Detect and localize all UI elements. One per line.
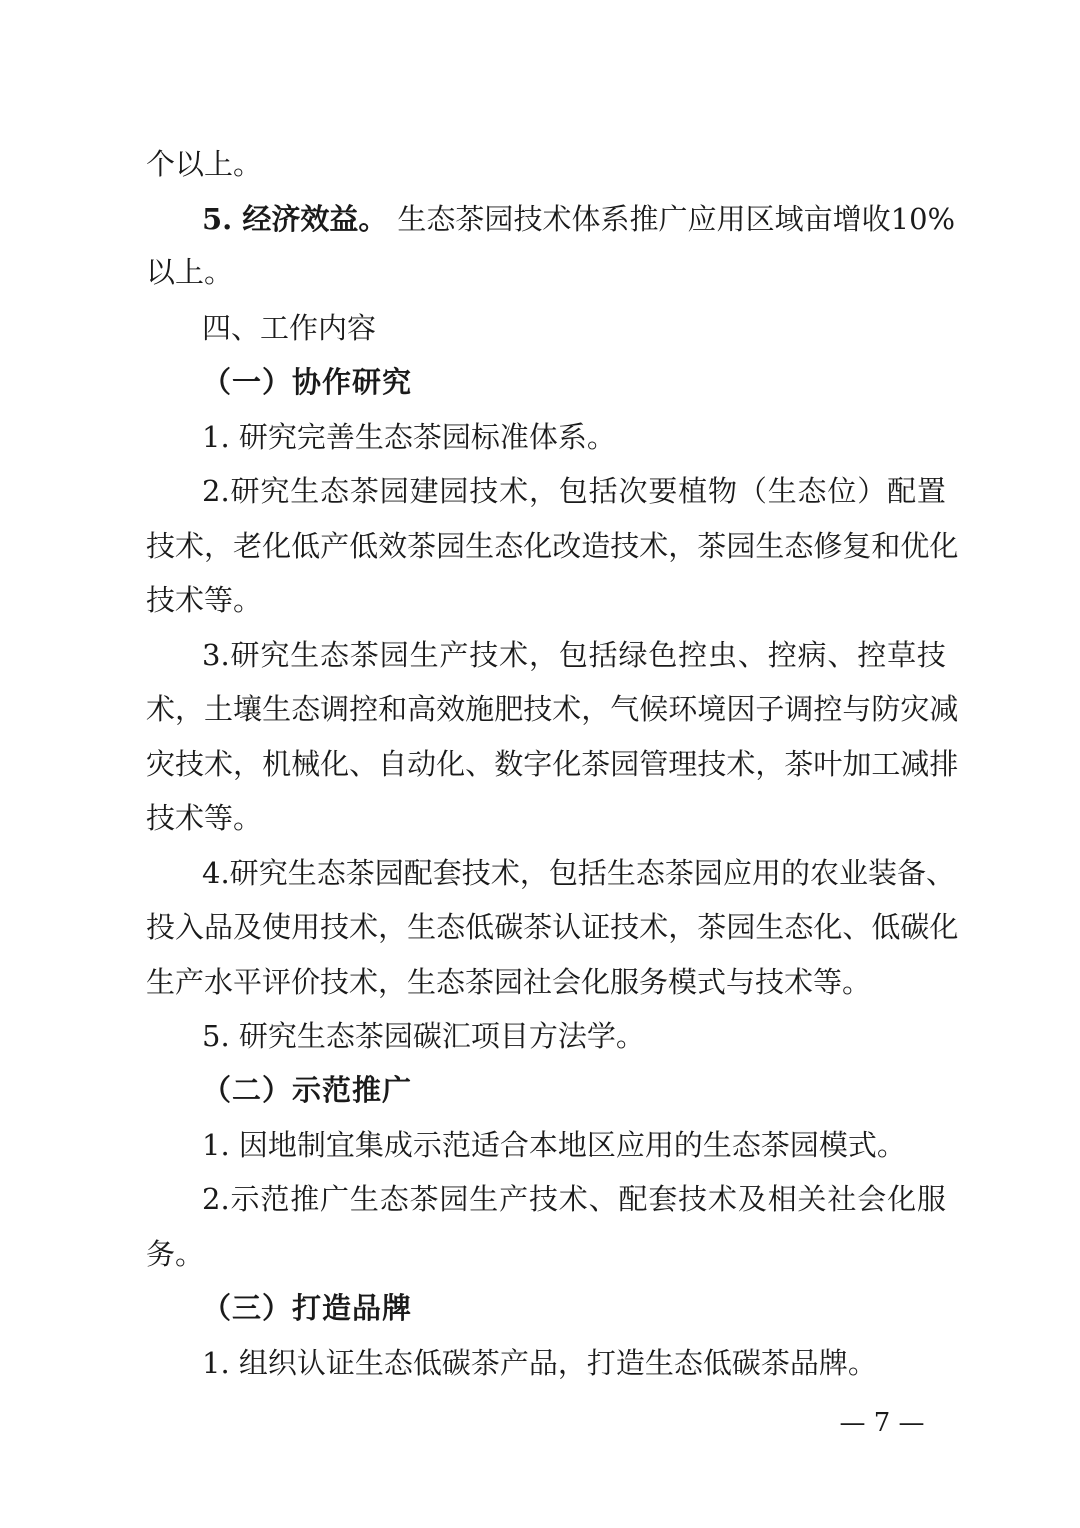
glyph: 茶 (697, 910, 727, 944)
glyph: 术 (552, 692, 582, 726)
glyph: 产 (439, 638, 469, 672)
glyph: 及 (737, 1182, 767, 1216)
glyph: 械 (291, 747, 321, 781)
glyph: 配 (887, 474, 917, 508)
glyph: 园 (610, 747, 640, 781)
sub-heading: （一）协作研究 (202, 365, 413, 399)
glyph: 要 (648, 474, 678, 508)
glyph: 究 (260, 474, 290, 508)
glyph: 效 (378, 529, 408, 563)
glyph: 广 (320, 1182, 350, 1216)
glyph: 位 (827, 474, 857, 508)
glyph: 生 (606, 856, 636, 890)
glyph: 研 (230, 474, 260, 508)
glyph: 优 (900, 529, 930, 563)
paragraph-line: 务。 (146, 1237, 205, 1271)
glyph: ） (857, 474, 887, 508)
glyph: 茶 (523, 910, 553, 944)
glyph: 生 (262, 692, 292, 726)
glyph: 茶 (784, 747, 814, 781)
glyph: 配 (403, 856, 433, 890)
glyph: 关 (797, 1182, 827, 1216)
glyph: 体 (571, 202, 601, 236)
glyph: 生 (755, 529, 785, 563)
glyph: 推 (290, 1182, 320, 1216)
glyph: 区 (745, 202, 775, 236)
glyph: 术 (349, 910, 379, 944)
glyph: 控 (678, 638, 708, 672)
glyph: 产 (320, 529, 350, 563)
glyph: 、 (827, 638, 857, 672)
glyph: 建 (409, 474, 439, 508)
glyph: 农 (809, 856, 839, 890)
glyph: 境 (697, 692, 727, 726)
glyph: 生 (465, 529, 495, 563)
glyph: 10% (890, 202, 956, 236)
glyph: 、 (737, 638, 767, 672)
glyph: 术 (558, 1182, 588, 1216)
glyph: 备 (897, 856, 927, 890)
glyph: 和 (378, 692, 408, 726)
paragraph-line (202, 464, 946, 518)
paragraph-line (202, 192, 956, 246)
glyph: 技 (678, 1182, 708, 1216)
glyph: 化 (320, 747, 350, 781)
glyph: 减 (929, 692, 959, 726)
glyph: 候 (639, 692, 669, 726)
glyph: 化 (813, 910, 843, 944)
glyph: 技 (175, 747, 205, 781)
glyph: 会 (857, 1182, 887, 1216)
paragraph-line: 技术等。 (146, 801, 263, 835)
glyph: 效 (436, 692, 466, 726)
glyph: 术 (146, 692, 176, 726)
glyph: 生 (290, 474, 320, 508)
glyph: 绿 (618, 638, 648, 672)
glyph: 态 (784, 910, 814, 944)
glyph: 态 (635, 856, 665, 890)
glyph: 植 (678, 474, 708, 508)
glyph: ， (378, 910, 408, 944)
paragraph-line (202, 846, 956, 900)
glyph: 复 (842, 529, 872, 563)
glyph: 控 (813, 692, 843, 726)
glyph: ， (668, 910, 698, 944)
glyph: 园 (439, 1182, 469, 1216)
glyph: 、 (588, 1182, 618, 1216)
glyph: 动 (407, 747, 437, 781)
paragraph-line: 生产水平评价技术，生态茶园社会化服务模式与技术等。 (146, 965, 872, 999)
glyph: 技 (320, 910, 350, 944)
glyph: 低 (291, 529, 321, 563)
paragraph-line (146, 900, 959, 954)
glyph: 生 (469, 1182, 499, 1216)
glyph: 草 (887, 638, 917, 672)
glyph: 茶 (697, 529, 727, 563)
glyph: 技 (469, 474, 499, 508)
glyph: 园 (726, 910, 756, 944)
glyph: 壤 (233, 692, 263, 726)
glyph: 用 (751, 856, 781, 890)
glyph: 括 (577, 856, 607, 890)
paragraph-line: 1. 因地制宜集成示范适合本地区应用的生态茶园模式。 (202, 1128, 906, 1162)
glyph: 术 (542, 202, 572, 236)
glyph: 化 (262, 529, 292, 563)
glyph: 业 (839, 856, 869, 890)
glyph: 态 (291, 692, 321, 726)
glyph: 字 (523, 747, 553, 781)
glyph: 应 (687, 202, 717, 236)
glyph: 用 (291, 910, 321, 944)
glyph: ， (233, 747, 263, 781)
glyph: 广 (658, 202, 688, 236)
glyph: 配 (618, 1182, 648, 1216)
glyph: 术 (175, 529, 205, 563)
paragraph-line: 1. 组织认证生态低碳茶产品，打造生态低碳茶品牌。 (202, 1346, 877, 1380)
glyph: 园 (374, 856, 404, 890)
paragraph-line (202, 1172, 946, 1226)
glyph: 套 (648, 1182, 678, 1216)
glyph: 化 (552, 747, 582, 781)
glyph: ， (581, 692, 611, 726)
glyph: 因 (726, 692, 756, 726)
glyph: 环 (668, 692, 698, 726)
glyph: 机 (262, 747, 292, 781)
glyph: 园 (436, 529, 466, 563)
glyph: 术 (639, 529, 669, 563)
glyph: 修 (813, 529, 843, 563)
glyph: 管 (639, 747, 669, 781)
glyph: 技 (146, 529, 176, 563)
glyph: ， (519, 856, 549, 890)
glyph: 化 (523, 529, 553, 563)
glyph: 包 (548, 856, 578, 890)
glyph: 2. (202, 1182, 230, 1216)
glyph: 术 (499, 638, 529, 672)
glyph: 叶 (813, 747, 843, 781)
glyph: 气 (610, 692, 640, 726)
glyph: 生 (755, 910, 785, 944)
glyph: 术 (726, 747, 756, 781)
glyph: 证 (581, 910, 611, 944)
paragraph-line (146, 737, 959, 791)
glyph: 园 (439, 474, 469, 508)
glyph: 认 (552, 910, 582, 944)
glyph: 态 (379, 1182, 409, 1216)
glyph: 技 (610, 910, 640, 944)
glyph: ， (755, 747, 785, 781)
bold-lead-text: 5. 经济效益。 (202, 202, 388, 236)
glyph: 术 (490, 856, 520, 890)
paragraph-line (146, 682, 959, 736)
glyph: 系 (600, 202, 630, 236)
glyph: 和 (871, 529, 901, 563)
glyph: ， (668, 529, 698, 563)
glyph: 包 (558, 474, 588, 508)
glyph: 、 (349, 747, 379, 781)
glyph: 施 (465, 692, 495, 726)
glyph: 控 (767, 638, 797, 672)
glyph: 态 (494, 529, 524, 563)
glyph: 老 (233, 529, 263, 563)
glyph: 茶 (581, 747, 611, 781)
glyph: 增 (832, 202, 862, 236)
glyph: 生 (397, 202, 427, 236)
glyph: 、 (842, 910, 872, 944)
glyph: 次 (618, 474, 648, 508)
glyph: ， (175, 692, 205, 726)
glyph: 包 (558, 638, 588, 672)
paragraph-line (202, 628, 946, 682)
glyph: 园 (693, 856, 723, 890)
glyph: 示 (230, 1182, 260, 1216)
glyph: 服 (916, 1182, 946, 1216)
glyph: 高 (407, 692, 437, 726)
glyph: 、 (926, 856, 956, 890)
glyph: 与 (842, 692, 872, 726)
glyph: 园 (379, 474, 409, 508)
glyph: 低 (465, 910, 495, 944)
glyph: 排 (929, 747, 959, 781)
glyph: 生 (349, 1182, 379, 1216)
glyph: 投 (146, 910, 176, 944)
glyph: 子 (755, 692, 785, 726)
glyph: 造 (581, 529, 611, 563)
glyph: 套 (432, 856, 462, 890)
glyph: 土 (204, 692, 234, 726)
sub-heading: （三）打造品牌 (202, 1291, 413, 1325)
glyph: 域 (774, 202, 804, 236)
glyph: 研 (230, 638, 260, 672)
glyph: 使 (262, 910, 292, 944)
glyph: 品 (204, 910, 234, 944)
line-text (397, 192, 955, 246)
glyph: 态 (436, 910, 466, 944)
glyph: （ (737, 474, 767, 508)
glyph: 病 (797, 638, 827, 672)
glyph: 化 (887, 1182, 917, 1216)
glyph: 技 (610, 529, 640, 563)
glyph: 自 (378, 747, 408, 781)
glyph: 括 (588, 638, 618, 672)
glyph: 技 (469, 638, 499, 672)
glyph: 态 (320, 474, 350, 508)
glyph: 装 (868, 856, 898, 890)
glyph: 技 (523, 692, 553, 726)
glyph: 控 (349, 692, 379, 726)
glyph: 化 (929, 529, 959, 563)
glyph: 生 (287, 856, 317, 890)
glyph: 范 (260, 1182, 290, 1216)
paragraph-line: 个以上。 (146, 147, 263, 181)
glyph: 理 (668, 747, 698, 781)
glyph: 茶 (345, 856, 375, 890)
glyph: 茶 (349, 638, 379, 672)
glyph: 防 (871, 692, 901, 726)
glyph: 术 (204, 747, 234, 781)
glyph: 用 (716, 202, 746, 236)
glyph: 技 (513, 202, 543, 236)
glyph: 产 (499, 1182, 529, 1216)
glyph: 4. (202, 856, 230, 890)
glyph: 括 (588, 474, 618, 508)
glyph: 3. (202, 638, 230, 672)
glyph: ， (204, 529, 234, 563)
glyph: 态 (426, 202, 456, 236)
glyph: 化 (436, 747, 466, 781)
glyph: 生 (767, 474, 797, 508)
glyph: 及 (233, 910, 263, 944)
glyph: 技 (697, 747, 727, 781)
glyph: 态 (316, 856, 346, 890)
glyph: 调 (320, 692, 350, 726)
paragraph-line: 5. 研究生态茶园碳汇项目方法学。 (202, 1019, 645, 1053)
glyph: 改 (552, 529, 582, 563)
glyph: 技 (461, 856, 491, 890)
glyph: 态 (320, 638, 350, 672)
glyph: 肥 (494, 692, 524, 726)
glyph: 相 (767, 1182, 797, 1216)
glyph: 加 (842, 747, 872, 781)
glyph: 研 (229, 856, 259, 890)
glyph: 生 (409, 638, 439, 672)
glyph: 低 (871, 910, 901, 944)
glyph: 化 (929, 910, 959, 944)
glyph: 茶 (407, 529, 437, 563)
section-heading: 四、工作内容 (202, 311, 377, 345)
glyph: 调 (784, 692, 814, 726)
glyph: 工 (871, 747, 901, 781)
glyph: 数 (494, 747, 524, 781)
glyph: 术 (708, 1182, 738, 1216)
glyph: 应 (722, 856, 752, 890)
glyph: 碳 (900, 910, 930, 944)
glyph: ， (528, 474, 558, 508)
glyph: 究 (258, 856, 288, 890)
glyph: 术 (639, 910, 669, 944)
glyph: 态 (797, 474, 827, 508)
glyph: 园 (379, 638, 409, 672)
glyph: 茶 (664, 856, 694, 890)
glyph: 虫 (708, 638, 738, 672)
glyph: 色 (648, 638, 678, 672)
glyph: 生 (290, 638, 320, 672)
glyph: 、 (465, 747, 495, 781)
glyph: 收 (861, 202, 891, 236)
glyph: 置 (916, 474, 946, 508)
glyph: 控 (857, 638, 887, 672)
glyph: 生 (407, 910, 437, 944)
glyph: 园 (484, 202, 514, 236)
paragraph-line (146, 519, 959, 573)
glyph: 术 (499, 474, 529, 508)
glyph: 究 (260, 638, 290, 672)
glyph: 技 (528, 1182, 558, 1216)
glyph: 茶 (349, 474, 379, 508)
glyph: 减 (900, 747, 930, 781)
glyph: 碳 (494, 910, 524, 944)
glyph: 灾 (900, 692, 930, 726)
glyph: 茶 (409, 1182, 439, 1216)
glyph: 入 (175, 910, 205, 944)
glyph: 态 (784, 529, 814, 563)
paragraph-line: 1. 研究完善生态茶园标准体系。 (202, 420, 616, 454)
glyph: 茶 (455, 202, 485, 236)
glyph: 低 (349, 529, 379, 563)
glyph: ， (528, 638, 558, 672)
glyph: 推 (629, 202, 659, 236)
glyph: 亩 (803, 202, 833, 236)
glyph: 灾 (146, 747, 176, 781)
glyph: 2. (202, 474, 230, 508)
glyph: 社 (827, 1182, 857, 1216)
sub-heading: （二）示范推广 (202, 1073, 413, 1107)
paragraph-line: 以上。 (146, 255, 234, 289)
page-number: — 7 — (839, 1408, 925, 1438)
paragraph-line: 技术等。 (146, 583, 263, 617)
glyph: 技 (916, 638, 946, 672)
glyph: 物 (708, 474, 738, 508)
glyph: 园 (726, 529, 756, 563)
glyph: 的 (780, 856, 810, 890)
